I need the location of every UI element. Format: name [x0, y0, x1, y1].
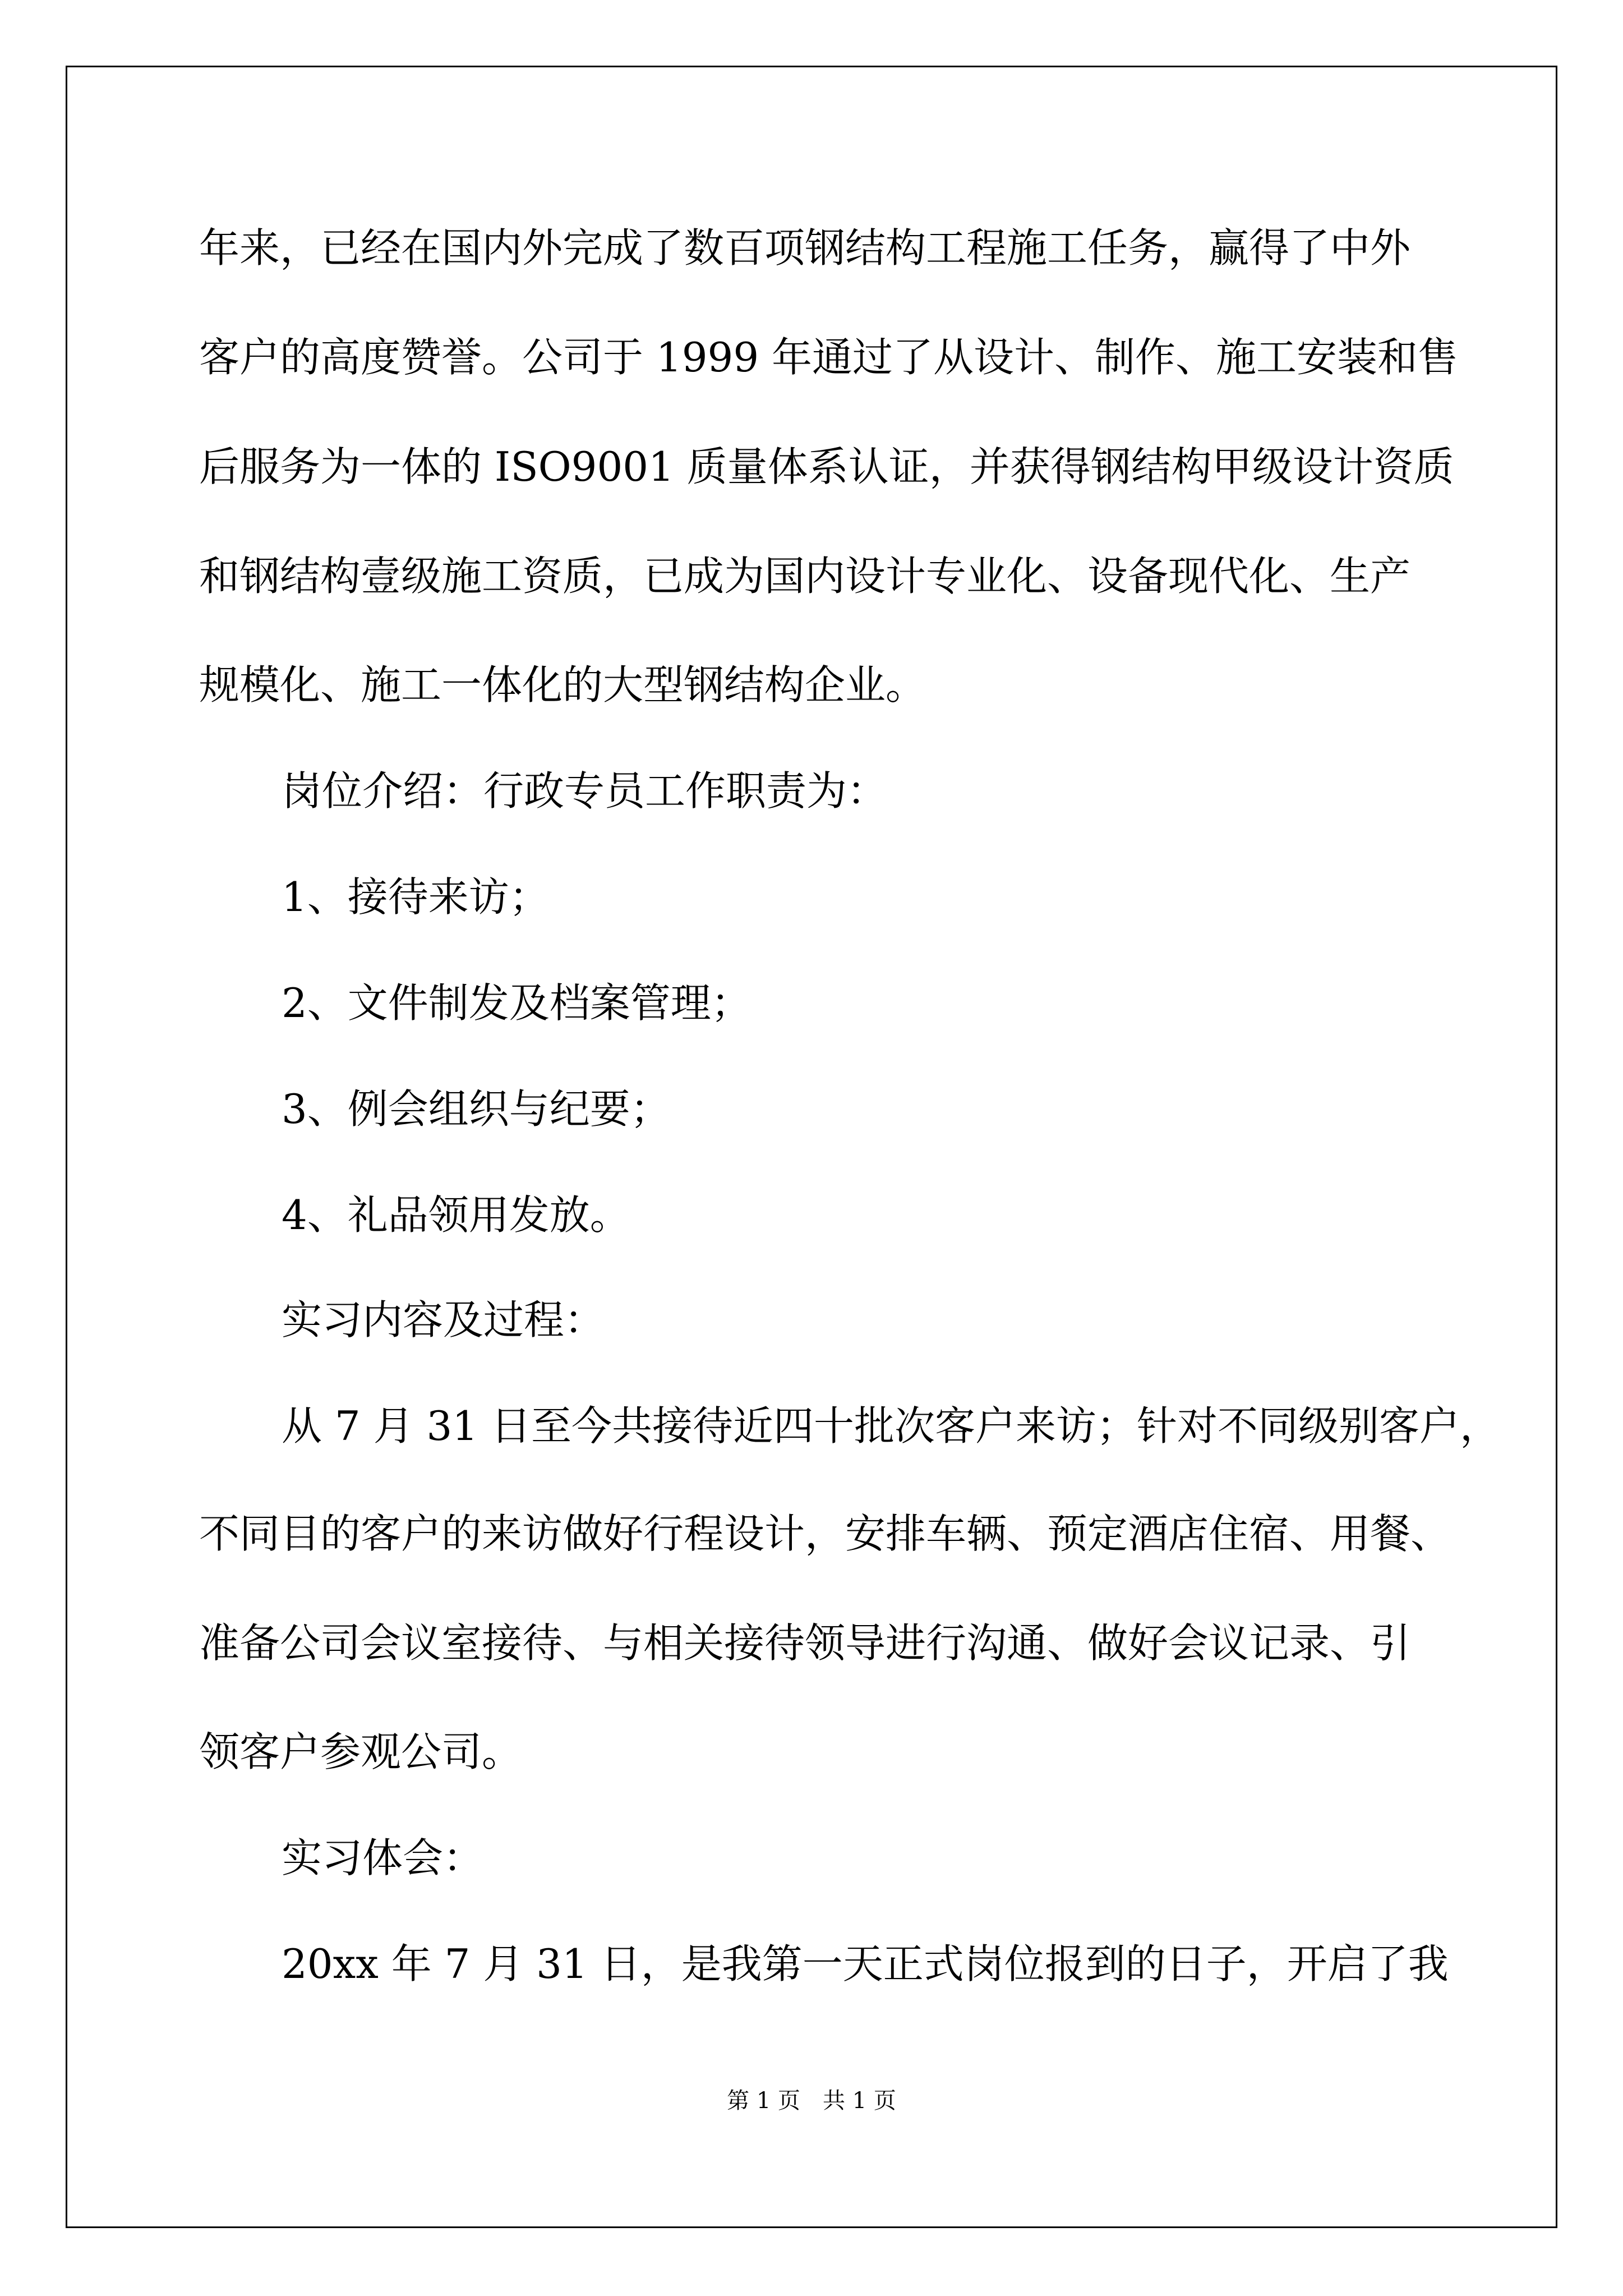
paragraph-line: 规模化、施工一体化的大型钢结构企业。 [199, 661, 926, 708]
paragraph-line: 客户的高度赞誉。公司于 1999 年通过了从设计、制作、施工安装和售 [199, 334, 1459, 381]
paragraph-line: 年来，已经在国内外完成了数百项钢结构工程施工任务，赢得了中外 [199, 224, 1411, 272]
page-number-footer: 第 1 页 共 1 页 [727, 2088, 896, 2114]
paragraph-line: 后服务为一体的 ISO9001 质量体系认证，并获得钢结构甲级设计资质 [199, 443, 1454, 490]
paragraph-line: 准备公司会议室接待、与相关接待领导进行沟通、做好会议记录、引 [199, 1619, 1411, 1667]
paragraph-line: 20xx 年 7 月 31 日，是我第一天正式岗位报到的日子，开启了我 [282, 1940, 1449, 1987]
paragraph-line: 和钢结构壹级施工资质，已成为国内设计专业化、设备现代化、生产 [199, 553, 1411, 600]
list-item: 4、礼品领用发放。 [282, 1191, 630, 1239]
list-item: 3、例会组织与纪要； [282, 1085, 671, 1133]
list-item: 1、接待来访； [282, 873, 550, 921]
page-border [66, 66, 1557, 2228]
paragraph-line: 从 7 月 31 日至今共接待近四十批次客户来访；针对不同级别客户， [282, 1402, 1500, 1450]
section-heading: 实习体会： [282, 1834, 484, 1881]
section-heading: 实习内容及过程： [282, 1296, 605, 1343]
paragraph-line: 领客户参观公司。 [199, 1728, 523, 1775]
paragraph-line: 不同目的客户的来访做好行程设计，安排车辆、预定酒店住宿、用餐、 [199, 1510, 1451, 1557]
section-heading: 岗位介绍：行政专员工作职责为： [282, 767, 888, 815]
list-item: 2、文件制发及档案管理； [282, 979, 751, 1027]
